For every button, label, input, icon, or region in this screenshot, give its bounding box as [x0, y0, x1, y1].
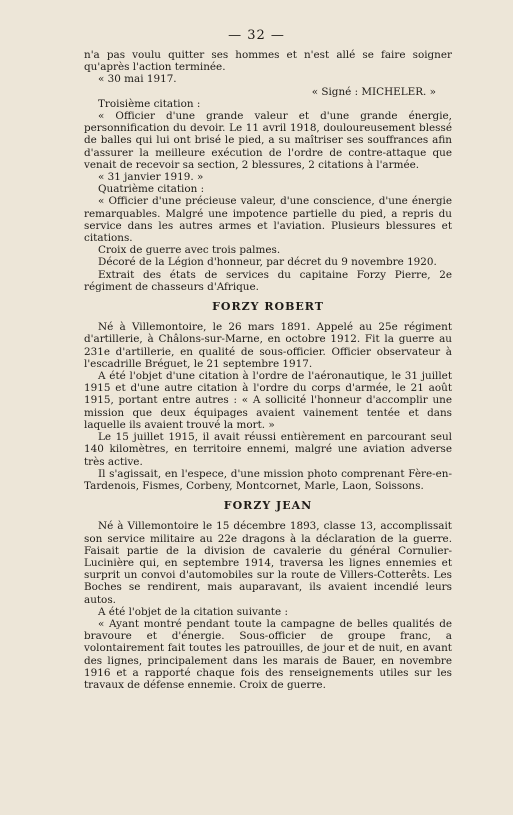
intro-text: n'a pas voulu quitter ses hommes et n'est allé se faire soigner qu'après l'action terminée. [84, 49, 452, 74]
page-number: — 32 — [228, 28, 285, 43]
citation3-text: « Officier d'une grande valeur et d'une grande énergie, personnification du devoir. Le 11 avril 1918, douloureusement blessé de balles qui lui ont brisé le pied, a su maîtriser ses souffrances afin d'assurer la meilleure exécution de l'ordre de contre-attaque que venait de recevoir sa section, 2 blessures, 2 citations à l'armée. [84, 110, 452, 171]
citation3-date: « 31 janvier 1919. » [98, 171, 204, 184]
citation4-label: Quatrième citation : [98, 183, 205, 196]
robert-paragraph: Le 15 juillet 1915, il avait réussi entièrement en parcourant seul 140 kilomètres, en territoire ennemi, malgré une aviation adverse très active. [84, 431, 452, 468]
section-heading-jean: FORZY JEAN [223, 499, 313, 513]
page-body [84, 49, 452, 691]
jean-paragraph: A été l'objet de la citation suivante : [98, 605, 288, 618]
signature-micheler: « Signé : MICHELER. » [311, 85, 436, 98]
robert-paragraph: A été l'objet d'une citation à l'ordre de l'aéronautique, le 31 juillet 1915 et d'une autre citation à l'ordre du corps d'armée, le 21 août 1915, portant entre autres : « A sollicité l'honneur d'accomplir une mission que deux équipages avaient vainement tentée et dans laquelle ils avaient trouvé la mort. » [84, 370, 452, 431]
section-heading-robert: FORZY ROBERT [212, 300, 324, 314]
croix-de-guerre: Croix de guerre avec trois palmes. [98, 244, 281, 257]
extrait-services: Extrait des états de services du capitaine Forzy Pierre, 2e régiment de chasseurs d'Afrique. [84, 268, 452, 293]
jean-paragraph: Né à Villemontoire le 15 décembre 1893, classe 13, accomplissait son service militaire au 22e dragons à la déclaration de la guerre. Faisait partie de la division de cavalerie du général Cornulier-Lucinière qui, en septembre 1914, traversa les lignes ennemies et surprit un convoi d'automobiles sur la route de Villers-Cotterêts. Les Boches se rendirent, mais auparavant, ils avaient incendié leurs autos. [84, 520, 452, 606]
jean-paragraph: « Ayant montré pendant toute la campagne de belles qualités de bravoure et d'énergie. Sous-officier de groupe franc, a volontairement fait toutes les patrouilles, de jour et de nuit, en avant des lignes, principalement dans les marais de Bauer, en novembre 1916 et a rapporté chaque fois des renseignements utiles sur les travaux de défense ennemie. Croix de guerre. [84, 617, 452, 691]
robert-paragraph: Il s'agissait, en l'espece, d'une mission photo comprenant Fère-en-Tardenois, Fismes, Corbeny, Montcornet, Marle, Laon, Soissons. [84, 467, 452, 492]
robert-paragraph: Né à Villemontoire, le 26 mars 1891. Appelé au 25e régiment d'artillerie, à Châlons-sur-Marne, en octobre 1912. Fit la guerre au 231e d'artillerie, en qualité de sous-officier. Officier observateur à l'escadrille Bréguet, le 21 septembre 1917. [84, 321, 452, 370]
intro-date: « 30 mai 1917. [98, 73, 177, 86]
citation4-text: « Officier d'une précieuse valeur, d'une conscience, d'une énergie remarquables. Malgré une impotence partielle du pied, a repris du service dans les autres armes et l'aviation. Plusieurs blessures et citations. [84, 195, 452, 245]
legion-honneur: Décoré de la Légion d'honneur, par décret du 9 novembre 1920. [98, 256, 437, 269]
citation3-label: Troisième citation : [98, 97, 201, 110]
